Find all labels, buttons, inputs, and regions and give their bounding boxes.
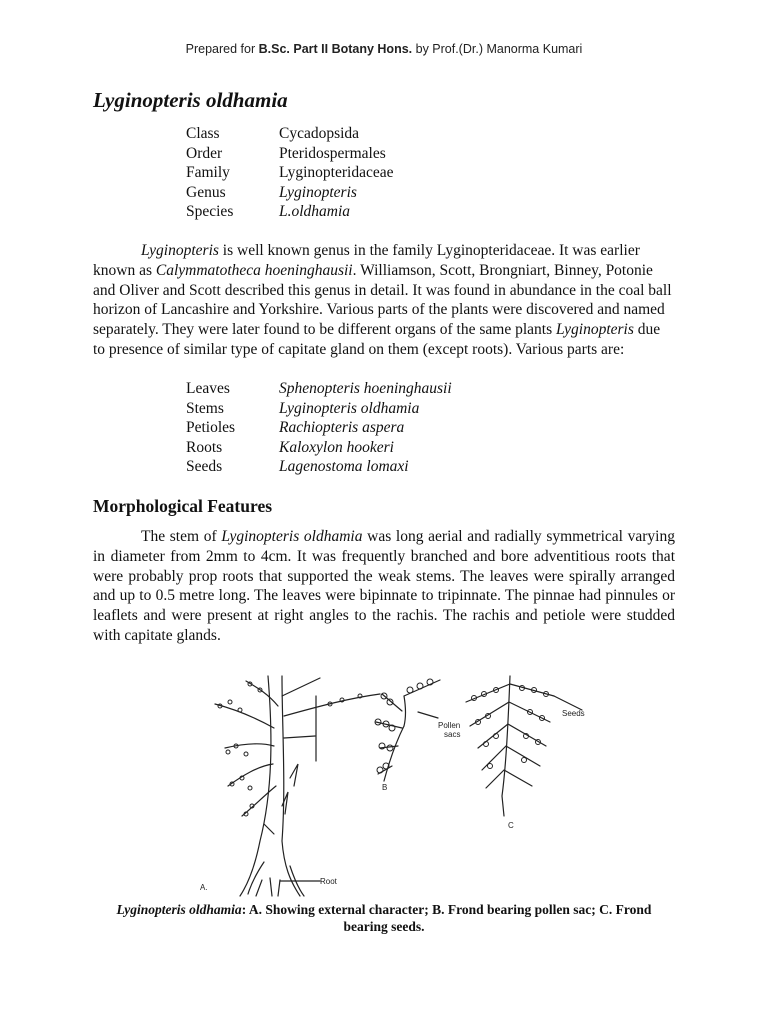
lyginopteris-figure [170,666,620,898]
label-seeds: Seeds [562,709,585,718]
plant-part-row [186,438,452,458]
figure-caption [93,901,675,935]
part-value: Lagenostoma lomaxi [279,458,409,476]
classification-key: Family [186,164,230,182]
plant-part-row [186,457,452,477]
part-value: Lyginopteris oldhamia [279,399,420,417]
classification-value: Pteridospermales [279,144,386,162]
genus-name: Lyginopteris [141,242,219,259]
header-suffix: by Prof.(Dr.) Manorma Kumari [412,42,583,56]
classification-row [186,183,393,203]
page-title: Lyginopteris oldhamia [93,88,288,112]
part-key: Leaves [186,380,230,397]
figure-b-pollen-frond [375,679,440,781]
part-key: Stems [186,399,224,417]
part-value: Rachiopteris aspera [279,419,405,437]
caption-text: : A. Showing external character; B. Frond bearing pollen sac; C. Frond bearing seeds. [241,902,652,934]
classification-value: Cycadopsida [279,125,360,142]
section-heading: Morphological Features [93,496,273,516]
label-pollen: Pollen [438,721,461,730]
page-header [0,42,768,56]
caption-species: Lyginopteris oldhamia [116,902,242,917]
label-b: B [382,783,388,792]
figure-c-seed-frond [466,676,582,816]
plant-part-row [186,379,452,399]
classification-row [186,202,393,222]
species-name: Lyginopteris oldhamia [221,528,363,545]
intro-text-2: . Williamson, Scott, Brongniart, Binney, Potonie and Oliver and Scott described this genus in detail. It was found in abundance in the coal ball horizon of Lancashire and Yorkshire. Various parts of the plants were discovered and named separately. They were later found to be different organs of the same plants [93,261,672,339]
classification-key: Class [186,125,220,142]
figure-a-stem-illustration [215,676,380,896]
label-root: Root [320,877,337,886]
classification-value: Lyginopteridaceae [279,164,394,182]
intro-text-1: is well known genus in the family Lyginopteridaceae. It was earlier known as [93,242,640,279]
morph-text-2: was long aerial and radially symmetrical varying in diameter from 2mm to 4cm. It was frequently branched and bore adventitious roots that were probably prop roots that supported the weak stems. The leaves were spirally arranged and up to 0.5 metre long. The leaves were bipinnate to tripinnate. The pinnae had pinnules or leaflets and were present at right angles to the rachis. The rachis and petiole were studded with capitate glands. [93,528,675,644]
classification-row [186,144,393,164]
label-a: A. [200,883,208,892]
plant-parts-list [186,379,452,477]
morph-text-1: The stem of [141,528,222,545]
classification-row [186,163,393,183]
classification-key: Order [186,144,223,162]
label-c: C [508,821,514,830]
plant-part-row [186,418,452,438]
genus-name: Lyginopteris [555,321,634,339]
part-key: Petioles [186,419,236,437]
classification-key: Genus [186,183,226,201]
part-key: Seeds [186,458,223,476]
morphology-paragraph [93,527,675,646]
label-sacs: sacs [444,730,461,739]
part-value: Kaloxylon hookeri [279,438,394,456]
part-value: Sphenopteris hoeninghausii [279,380,452,397]
header-course: B.Sc. Part II Botany Hons. [258,42,413,56]
classification-key: Species [186,203,234,221]
intro-paragraph [93,241,675,360]
classification-value: L.oldhamia [279,203,351,221]
classification-value: Lyginopteris [279,183,357,201]
plant-part-row [186,399,452,419]
header-prefix: Prepared for [185,42,259,56]
old-name: Calymmatotheca hoeninghausii [155,261,353,279]
classification-table [186,124,393,222]
part-key: Roots [186,438,223,456]
classification-row [186,124,393,144]
intro-text-3: due to presence of similar type of capitate gland on them (except roots). Various parts are: [93,321,661,358]
